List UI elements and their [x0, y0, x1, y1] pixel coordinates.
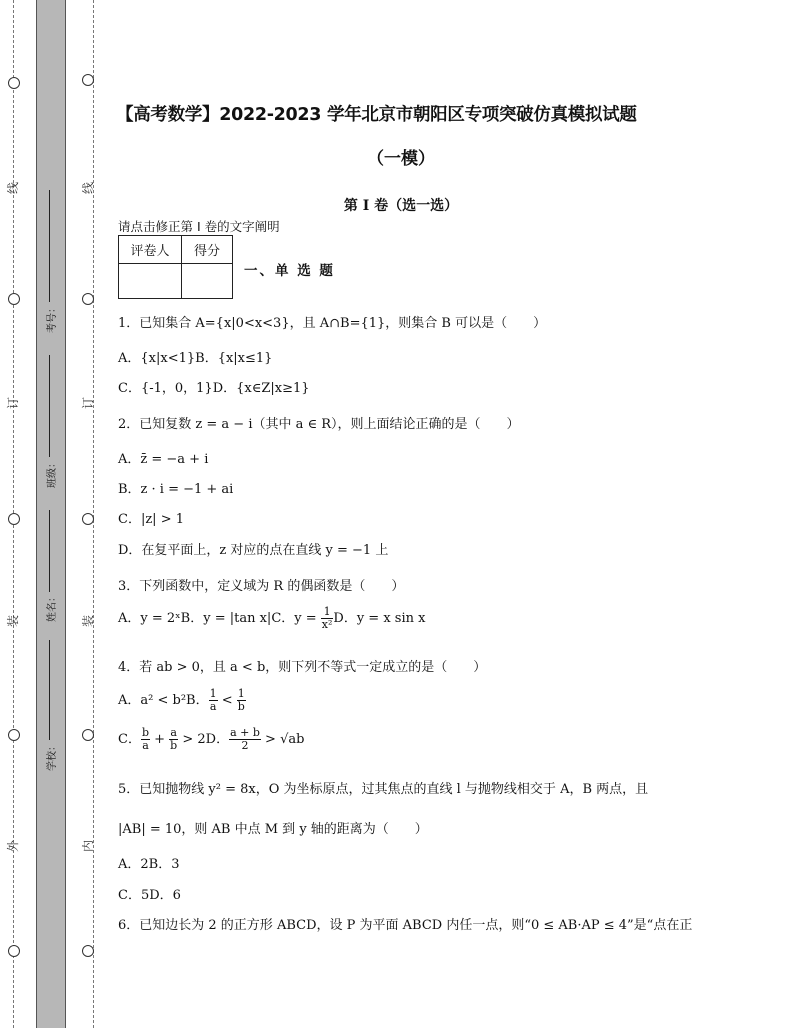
margin-char-xian-outer: 线	[6, 181, 21, 195]
q4-c-plus: +	[150, 732, 170, 747]
margin-char-nei: 内	[81, 839, 96, 853]
binding-hole	[8, 513, 20, 525]
binding-hole	[82, 74, 94, 86]
binding-hole	[8, 945, 20, 957]
margin-char-ding-outer: 订	[6, 396, 21, 410]
school-underline	[49, 640, 50, 740]
q4-c-den-1: a	[142, 739, 149, 752]
exam-number-label: 考号：	[47, 303, 58, 333]
q4-d-fraction	[229, 727, 261, 752]
q4-b-num-1: 1	[209, 687, 217, 700]
q4-d-num: a + b	[230, 726, 260, 739]
q4-c-den-2: b	[170, 739, 178, 752]
q3-options	[118, 606, 425, 631]
volume-heading: 第 I 卷（选一选）	[343, 198, 459, 214]
q3-option-a: A．y = 2ˣ	[118, 611, 181, 626]
q4-b-den-1: a	[209, 700, 217, 713]
q3-c-numerator: 1	[321, 606, 334, 619]
q4-c-fraction-2	[169, 727, 178, 752]
margin-char-xian-inner: 线	[81, 181, 96, 195]
binding-hole	[82, 945, 94, 957]
q6-stem: 6．已知边长为 2 的正方形 ABCD，设 P 为平面 ABCD 内任一点，则“0 ≤ AB·AP ≤ 4”是“点在正	[118, 918, 693, 933]
q4-c-num-2: a	[170, 726, 177, 739]
q4-option-d-prefix: D．	[205, 732, 230, 747]
binding-hole	[82, 513, 94, 525]
q4-c-post: > 2	[178, 732, 206, 747]
section-title: 一、单 选 题	[244, 263, 335, 279]
binding-hole	[82, 729, 94, 741]
margin-char-ding-inner: 订	[81, 396, 96, 410]
grader-table	[118, 235, 233, 299]
q3-option-c-fraction	[321, 606, 334, 631]
name-label: 姓名：	[47, 592, 58, 622]
q5-stem-1: 5．已知抛物线 y² = 8x，O 为坐标原点，过其焦点的直线 l 与抛物线相交于 A，B 两点，且	[118, 782, 649, 797]
binding-hole	[82, 293, 94, 305]
q4-options-cd	[118, 727, 304, 752]
page-title: 【高考数学】2022-2023 学年北京市朝阳区专项突破仿真模拟试题	[116, 105, 637, 125]
q4-b-num-2: 1	[237, 687, 245, 700]
q4-options-ab	[118, 688, 246, 713]
class-field[interactable]	[44, 355, 56, 495]
q4-c-num-1: b	[141, 726, 149, 739]
q2-option-a: A．z̄ = −a + i	[118, 452, 209, 467]
margin-char-wai: 外	[6, 839, 21, 853]
q4-option-c-prefix: C．	[118, 732, 141, 747]
q4-b-fraction-2	[237, 688, 246, 713]
exam-number-underline	[49, 190, 50, 302]
margin-char-zhuang-outer: 装	[6, 614, 21, 628]
q4-d-den: 2	[241, 739, 249, 752]
class-label: 班级：	[47, 458, 58, 488]
q4-option-a: A．a² < b²	[118, 693, 187, 708]
q5-options-cd: C．5D．6	[118, 888, 181, 903]
q3-option-b: B．y = |tan x|	[180, 611, 272, 626]
q1-stem: 1．已知集合 A={x|0<x<3}，且 A∩B={1}，则集合 B 可以是（ ）	[118, 316, 547, 331]
binding-hole	[8, 293, 20, 305]
binding-margin	[0, 0, 100, 1028]
volume-note: 请点击修正第 I 卷的文字阐明	[118, 219, 280, 234]
q3-stem: 3．下列函数中，定义域为 R 的偶函数是（ ）	[118, 579, 405, 594]
q1-options-cd: C．{-1，0，1}D．{x∈Z|x≥1}	[118, 381, 310, 396]
q3-c-denominator: x²	[321, 618, 333, 631]
name-underline	[49, 510, 50, 592]
q4-b-den-2: b	[237, 700, 245, 713]
page-subtitle: （一模）	[367, 149, 435, 169]
q2-option-d: D．在复平面上，z 对应的点在直线 y = −1 上	[118, 543, 389, 558]
q3-option-c-prefix: C．y =	[271, 611, 321, 626]
school-label: 学校：	[47, 741, 58, 771]
grader-header: 评卷人	[119, 236, 182, 264]
q3-option-d: D．y = x sin x	[333, 611, 426, 626]
q2-stem: 2．已知复数 z = a − i（其中 a ∈ R），则上面结论正确的是（ ）	[118, 417, 520, 432]
binding-hole	[8, 77, 20, 89]
q2-option-b: B．z · i = −1 + ai	[118, 482, 234, 497]
binding-hole	[8, 729, 20, 741]
q4-b-lt: <	[217, 693, 237, 708]
name-field[interactable]	[44, 510, 56, 630]
grader-cell[interactable]	[119, 264, 182, 299]
exam-number-field[interactable]	[44, 190, 56, 340]
q4-c-fraction-1	[141, 727, 150, 752]
q4-stem: 4．若 ab > 0，且 a < b，则下列不等式一定成立的是（ ）	[118, 660, 487, 675]
q4-b-fraction-1	[209, 688, 218, 713]
margin-char-zhuang-inner: 装	[81, 614, 96, 628]
q4-d-post: > √ab	[260, 732, 305, 747]
q5-stem-2: |AB| = 10，则 AB 中点 M 到 y 轴的距离为（ ）	[118, 822, 428, 837]
q5-options-ab: A．2B．3	[118, 857, 180, 872]
school-field[interactable]	[44, 640, 56, 770]
q2-option-c: C．|z| > 1	[118, 512, 184, 527]
score-header: 得分	[182, 236, 233, 264]
class-underline	[49, 355, 50, 457]
inner-dashed-line	[93, 0, 94, 1028]
score-cell[interactable]	[182, 264, 233, 299]
q1-options-ab: A．{x|x<1}B．{x|x≤1}	[118, 351, 273, 366]
q4-option-b-prefix: B．	[186, 693, 209, 708]
